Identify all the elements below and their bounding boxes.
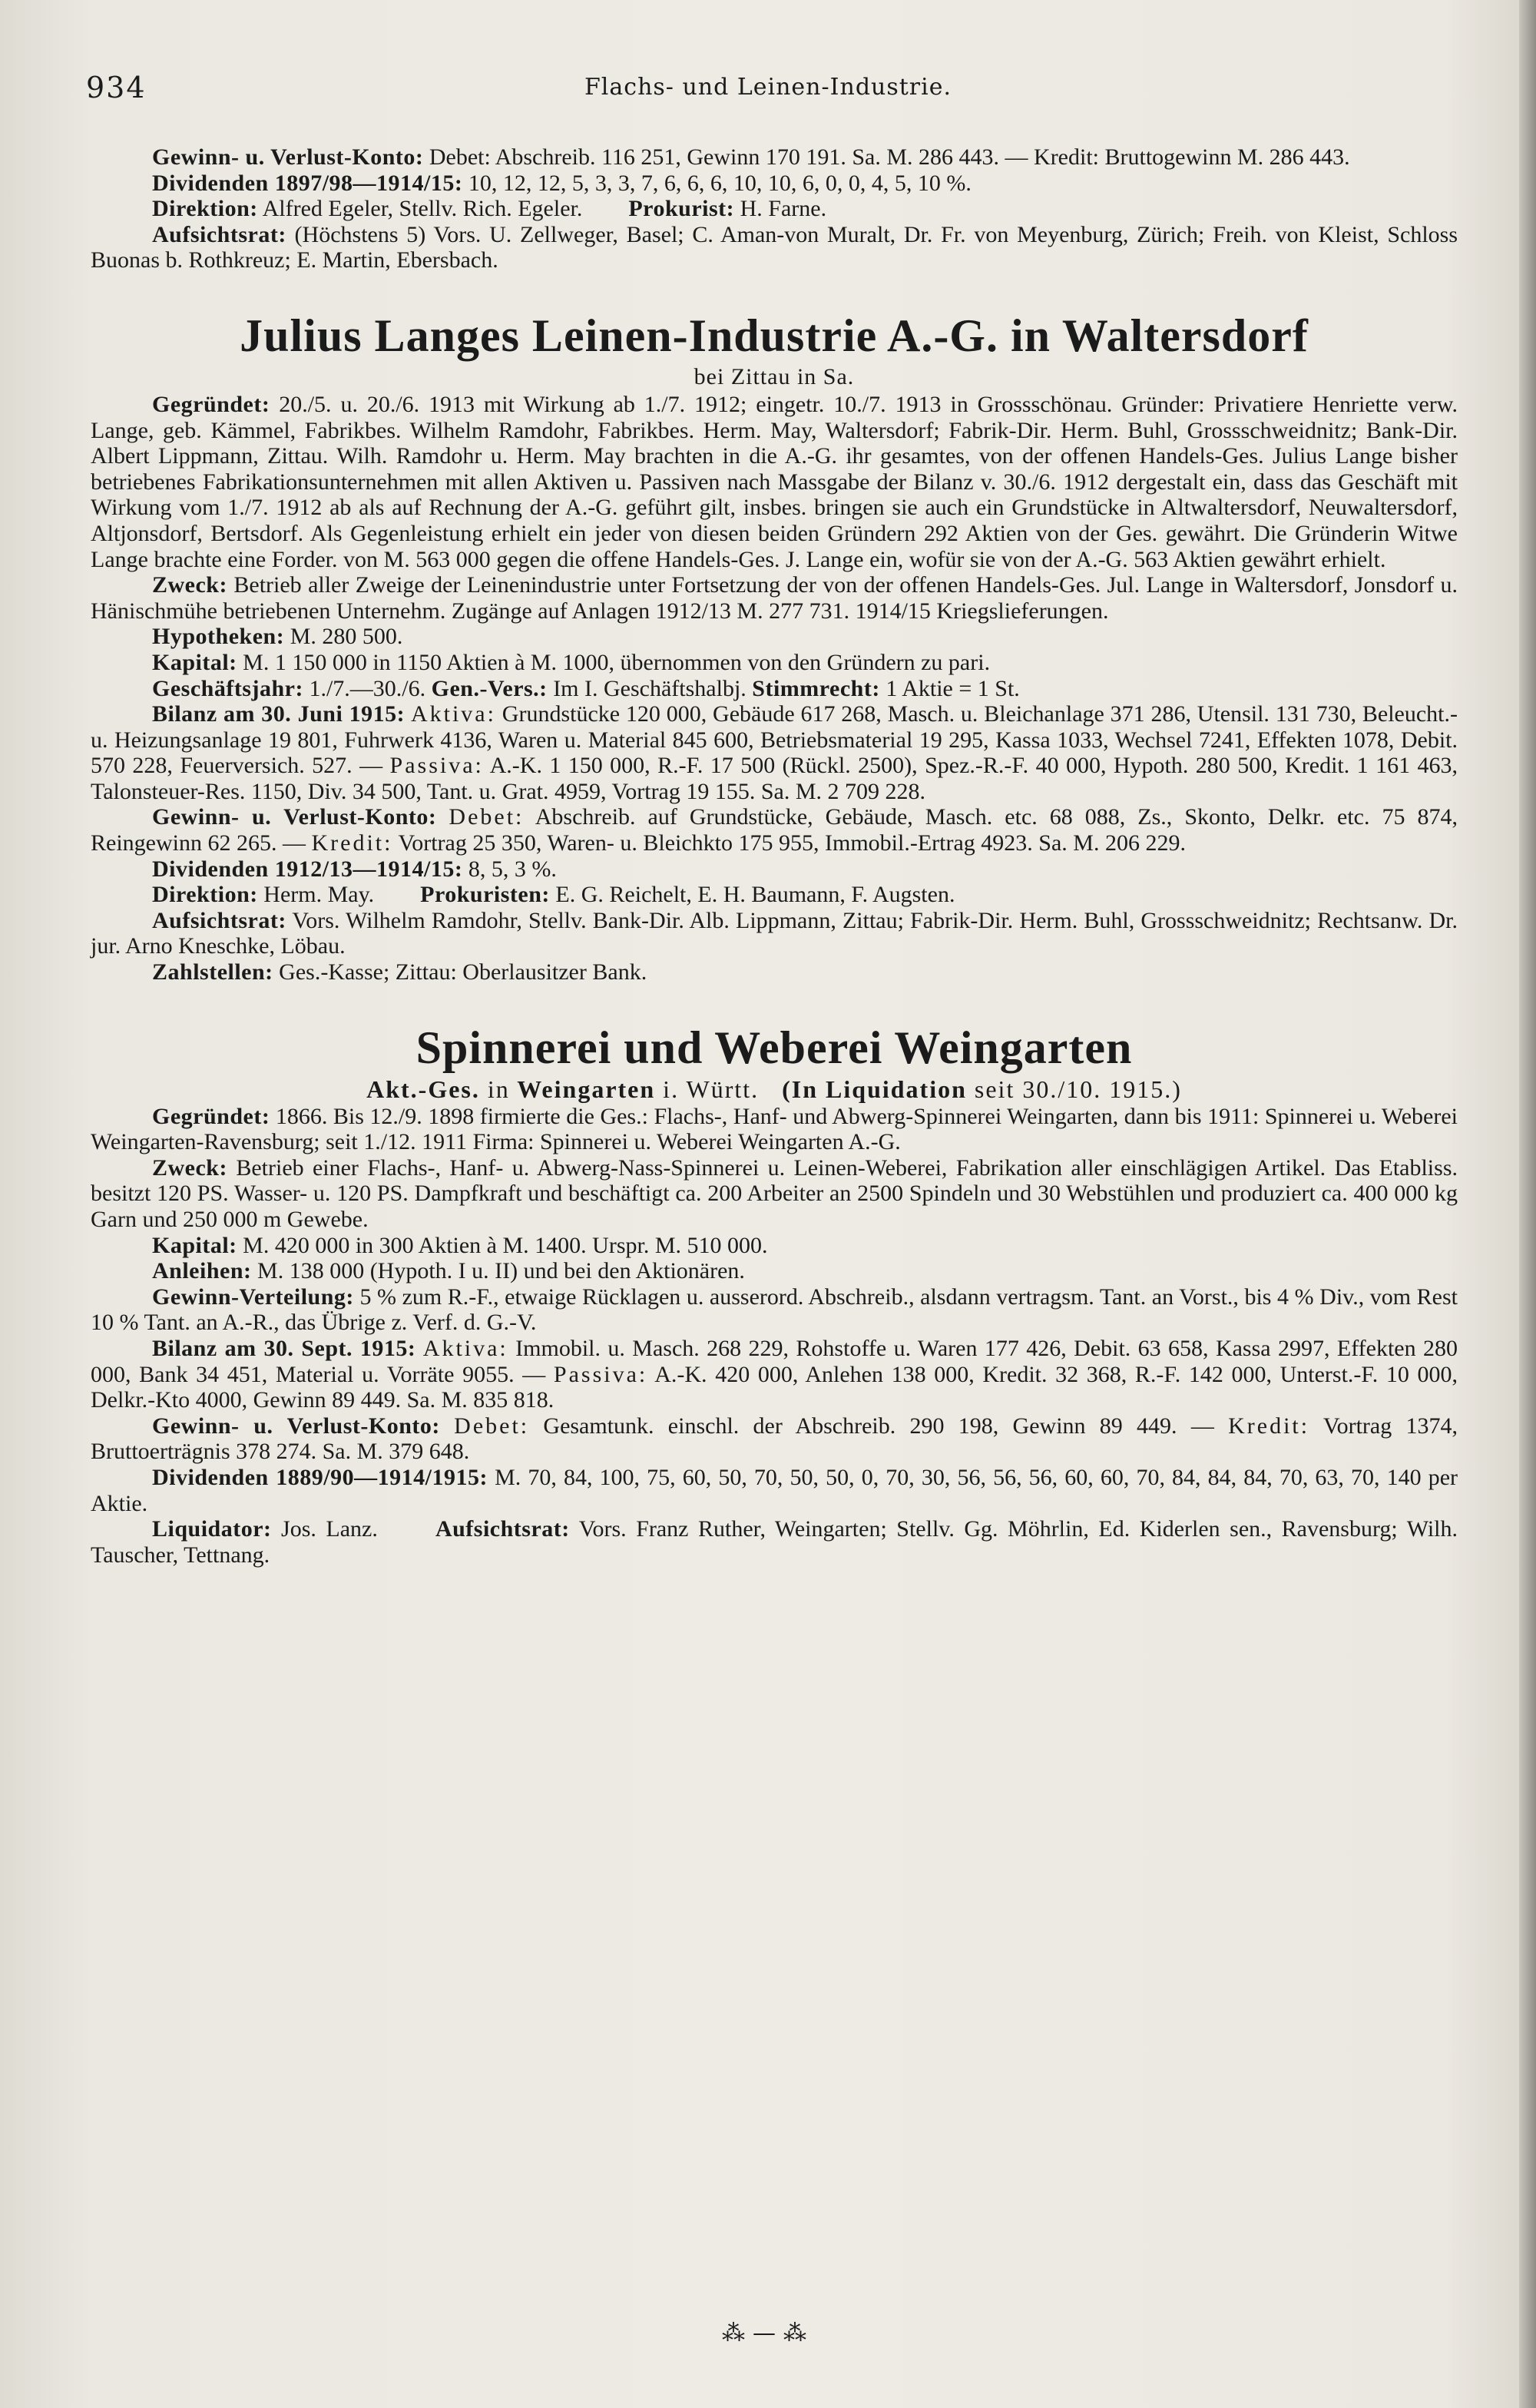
top-prokurist-text: H. Farne. — [740, 196, 827, 222]
company2-kapital-paragraph — [91, 1233, 1458, 1259]
company1-genvers-label: Gen.-Vers.: — [431, 675, 548, 701]
company1-zweck-paragraph — [91, 572, 1458, 624]
company1-gewinn-label: Gewinn- u. Verlust-Konto: — [152, 804, 437, 830]
company2-bilanz-paragraph — [91, 1336, 1458, 1413]
company1-geschaeftsjahr-label: Geschäftsjahr: — [152, 675, 303, 701]
company1-geschaeftsjahr-text: 1./7.—30./6. — [309, 675, 426, 701]
company2-title: Spinnerei und Weberei Weingarten — [415, 1022, 1133, 1073]
company2-kapital-label: Kapital: — [152, 1232, 237, 1258]
company2-verteilung-text: 5 % zum R.-F., etwaige Rücklagen u. ausserord. Abschreib., alsdann vertragsm. Tant. an Vorst., bis 4 % Div., vom Rest 10 % Tant. an A.-R., das Übrige z. Verf. d. G.-V. — [91, 1283, 1458, 1336]
company2-subtitle-place: Weingarten — [517, 1075, 656, 1103]
company2-subtitle-liquidation: (In Liquidation — [782, 1075, 967, 1103]
top-aufsichtsrat-label: Aufsichtsrat: — [152, 221, 286, 247]
top-direktion-text: Alfred Egeler, Stellv. Rich. Egeler. — [262, 196, 583, 222]
company1-hypotheken-text: M. 280 500. — [290, 624, 403, 650]
company2-anleihen-label: Anleihen: — [152, 1258, 252, 1284]
company2-gewinn-label: Gewinn- u. Verlust-Konto: — [152, 1413, 440, 1439]
page-header — [86, 71, 1450, 117]
company2-dividenden-paragraph — [91, 1465, 1458, 1516]
company1-zahlstellen-label: Zahlstellen: — [152, 959, 273, 985]
company2-kapital-text: M. 420 000 in 300 Aktien à M. 1400. Urspr. M. 510 000. — [243, 1232, 768, 1258]
company1-gewinn-paragraph — [91, 804, 1458, 856]
page-number: 934 — [86, 71, 147, 104]
company2-subtitle-liq-date: seit 30./10. 1915.) — [974, 1075, 1182, 1103]
company1-hypotheken-label: Hypotheken: — [152, 624, 285, 650]
company1-bilanz-label: Bilanz am 30. Juni 1915: — [152, 701, 406, 727]
company1-kapital-label: Kapital: — [152, 649, 237, 675]
company1-prokuristen-text: E. G. Reichelt, E. H. Baumann, F. Augsten. — [555, 882, 955, 908]
company2-dividenden-label: Dividenden 1889/90—1914/1915: — [152, 1464, 488, 1490]
top-gewinn-text: Debet: Abschreib. 116 251, Gewinn 170 191. Sa. M. 286 443. — Kredit: Bruttogewinn M. 286 443. — [429, 144, 1350, 170]
company2-subtitle-akt: Akt.-Ges. — [366, 1075, 480, 1103]
company1-genvers-text: Im I. Geschäftshalbj. — [553, 675, 746, 701]
company2-aktiva-text: Immobil. u. Masch. 268 229, Rohstoffe u. Waren 177 426, Debit. 63 658, Kassa 2997, Effekten 280 000, Bank 34 451, Material u. Vorräte 9055. — — [91, 1335, 1458, 1387]
company1-aufsichtsrat-text: Vors. Wilhelm Ramdohr, Stellv. Bank-Dir. Alb. Lippmann, Zittau; Fabrik-Dir. Herm. Buhl, Grossschweidnitz; Rechtsanw. Dr. jur. Arno Kneschke, Löbau. — [91, 907, 1458, 959]
company2-gegruendet-paragraph — [91, 1104, 1458, 1155]
company1-prokuristen-label: Prokuristen: — [420, 882, 550, 908]
company1-dividenden-text: 8, 5, 3 %. — [468, 856, 557, 882]
company1-title: Julius Langes Leinen-Industrie A.-G. in Waltersdorf — [240, 310, 1309, 361]
company2-verteilung-paragraph — [91, 1284, 1458, 1336]
company2-verteilung-label: Gewinn-Verteilung: — [152, 1283, 354, 1310]
company1-passiva-text: A.-K. 1 150 000, R.-F. 17 500 (Rückl. 2500), Spez.-R.-F. 40 000, Hypoth. 280 500, Kredit. 1 161 463, Talonsteuer-Res. 1150, Div. 34 500, Tant. u. Grat. 4959, Vortrag 19 155. Sa. M. 2 709 228. — [91, 753, 1458, 804]
company2-aufsichtsrat-text: Vors. Franz Ruther, Weingarten; Stellv. Gg. Möhrlin, Ed. Kiderlen sen., Ravensburg; Wilh. Tauscher, Tettnang. — [91, 1516, 1458, 1568]
company1-zweck-text: Betrieb aller Zweige der Leinenindustrie unter Fortsetzung der von der offenen Handels-Ges. Jul. Lange in Waltersdorf, Jonsdorf u. Hänischmühe betriebenen Unternehm. Zugänge auf Anlagen 1912/13 M. 277 731. 1914/15 Kriegslieferungen. — [91, 572, 1458, 624]
company1-kredit-text: Vortrag 25 350, Waren- u. Bleichkto 175 955, Immobil.-Ertrag 4923. Sa. M. 206 229. — [398, 830, 1186, 856]
top-dividenden-paragraph — [91, 171, 1458, 197]
top-dividenden-label: Dividenden 1897/98—1914/15: — [152, 170, 463, 196]
company2-zweck-paragraph — [91, 1155, 1458, 1233]
company1-aufsichtsrat-paragraph — [91, 908, 1458, 959]
company2-gegruendet-label: Gegründet: — [152, 1103, 270, 1129]
company2-aktiva-label: Aktiva: — [422, 1335, 508, 1361]
company1-stimmrecht-text: 1 Aktie = 1 St. — [886, 675, 1020, 701]
company1-debet-text: Abschreib. auf Grundstücke, Gebäude, Masch. etc. 68 088, Zs., Skonto, Delkr. etc. 75 874, Reingewinn 62 265. — — [91, 804, 1458, 856]
company2-kredit-label: Kredit: — [1228, 1413, 1310, 1439]
company1-dividenden-label: Dividenden 1912/13—1914/15: — [152, 856, 463, 882]
company2-subtitle-in: in — [487, 1075, 510, 1103]
company1-direktion-paragraph — [91, 882, 1458, 908]
company2-subtitle-region: i. Württ. — [663, 1075, 760, 1103]
top-prokurist-label: Prokurist: — [628, 196, 735, 222]
company1-hypotheken-paragraph — [91, 624, 1458, 650]
company2-debet-label: Debet: — [454, 1413, 530, 1439]
company2-debet-text: Gesamtunk. einschl. der Abschreib. 290 198, Gewinn 89 449. — — [543, 1413, 1214, 1439]
company1-debet-label: Debet: — [449, 804, 525, 830]
page-edge-shadow — [1519, 0, 1536, 2408]
top-dividenden-text: 10, 12, 12, 5, 3, 3, 7, 6, 6, 6, 10, 10, 6, 0, 0, 4, 5, 10 %. — [468, 170, 972, 196]
company1-dividenden-paragraph — [91, 856, 1458, 883]
company2-liquidator-text: Jos. Lanz. — [281, 1516, 378, 1542]
company1-bilanz-paragraph — [91, 701, 1458, 804]
page-body — [91, 144, 1458, 1568]
company2-bilanz-label: Bilanz am 30. Sept. 1915: — [152, 1335, 416, 1361]
company2-gegruendet-text: 1866. Bis 12./9. 1898 firmierte die Ges.: Flachs-, Hanf- und Abwerg-Spinnerei Weingarten, dann bis 1911: Spinnerei u. Weberei Weingarten-Ravensburg; seit 1./12. 1911 Firma: Spinnerei u. Weberei Weingarten A.-G. — [91, 1103, 1458, 1155]
top-gewinn-label: Gewinn- u. Verlust-Konto: — [152, 144, 424, 170]
company2-liquidator-label: Liquidator: — [152, 1516, 272, 1542]
company2-kredit-text: Vortrag 1374, Bruttoerträgnis 378 274. Sa. M. 379 648. — [91, 1413, 1458, 1465]
company2-passiva-text: A.-K. 420 000, Anlehen 138 000, Kredit. 32 368, R.-F. 142 000, Unterst.-F. 10 000, Delkr.-Kto 4000, Gewinn 89 449. Sa. M. 835 818. — [91, 1361, 1458, 1413]
top-aufsichtsrat-text: (Höchstens 5) Vors. U. Zellweger, Basel; C. Aman-von Muralt, Dr. Fr. von Meyenburg, Zürich; Freih. von Kleist, Schloss Buonas b. Rothkreuz; E. Martin, Ebersbach. — [91, 221, 1458, 273]
top-aufsichtsrat-paragraph — [91, 222, 1458, 273]
top-direktion-paragraph — [91, 196, 1458, 222]
company1-gegruendet-paragraph — [91, 392, 1458, 572]
company1-direktion-label: Direktion: — [152, 882, 258, 908]
company1-gegruendet-label: Gegründet: — [152, 391, 270, 417]
company2-anleihen-paragraph — [91, 1258, 1458, 1284]
company2-anleihen-text: M. 138 000 (Hypoth. I u. II) und bei den Aktionären. — [257, 1258, 745, 1284]
company1-passiva-label: Passiva: — [389, 753, 484, 779]
top-direktion-label: Direktion: — [152, 196, 258, 222]
company1-aktiva-text: Grundstücke 120 000, Gebäude 617 268, Masch. u. Bleichanlage 371 286, Utensil. 131 730, Beleucht.- u. Heizungsanlage 19 801, Fuhrwerk 4136, Waren u. Material 845 600, Betriebsmaterial 19 295, Kassa 1033, Wechsel 7241, Effekten 1078, Debit. 570 228, Feuerversich. 527. — — [91, 701, 1458, 779]
company2-passiva-label: Passiva: — [553, 1361, 648, 1387]
company1-gegruendet-text: 20./5. u. 20./6. 1913 mit Wirkung ab 1./7. 1912; eingetr. 10./7. 1913 in Grossschönau. Gründer: Privatiere Henriette verw. Lange, geb. Kämmel, Fabrikbes. Wilhelm Ramdohr, Fabrikbes. Herm. May, Waltersdorf; Fabrik-Dir. Herm. Buhl, Grossschweidnitz; Bank-Dir. Albert Lippmann, Zittau. Wilh. Ramdohr u. Herm. May brachten in die A.-G. ihr gesamtes, von der offenen Handels-Ges. Julius Lange bisher betriebenes Fabrikationsunternehmen mit allen Aktiven u. Passiven nach Massgabe der Bilanz v. 30./6. 1912 dergestalt ein, dass das Geschäft mit Wirkung vom 1./7. 1912 ab als auf Rechnung der A.-G. geführt gilt, insbes. bringen sie auch ein Grundstücke in Altwaltersdorf, Neuwaltersdorf, Altjonsdorf, Bertsdorf. Als Gegenleistung erhielt ein jeder von diesen beiden Gründern 292 Aktien von der Ges. gewährt. Die Gründerin Witwe Lange brachte eine Forder. von M. 563 000 gegen die offene Handels-Ges. J. Lange ein, wofür sie von der A.-G. 563 Aktien gewährt erhielt. — [91, 391, 1458, 572]
company1-direktion-text: Herm. May. — [263, 882, 375, 908]
company2-zweck-text: Betrieb einer Flachs-, Hanf- u. Abwerg-Nass-Spinnerei u. Leinen-Weberei, Fabrikation aller einschlägigen Artikel. Das Etabliss. besitzt 120 PS. Wasser- u. 120 PS. Dampfkraft und beschäftigt ca. 200 Arbeiter an 2500 Spindeln und 30 Webstühlen und produziert ca. 400 000 kg Garn und 250 000 m Gewebe. — [91, 1154, 1458, 1232]
company2-dividenden-text: M. 70, 84, 100, 75, 60, 50, 70, 50, 50, 0, 70, 30, 56, 56, 56, 60, 60, 70, 84, 84, 84, 70, 63, 70, 140 per Aktie. — [91, 1464, 1458, 1516]
company1-kapital-paragraph — [91, 650, 1458, 676]
company2-gewinn-paragraph — [91, 1413, 1458, 1465]
company1-kapital-text: M. 1 150 000 in 1150 Aktien à M. 1000, übernommen von den Gründern zu pari. — [243, 649, 991, 675]
closing-ornament: ⁂—⁂ — [722, 2320, 814, 2347]
company1-stimmrecht-label: Stimmrecht: — [752, 675, 880, 701]
company1-kredit-label: Kredit: — [311, 830, 393, 856]
company1-zweck-label: Zweck: — [152, 572, 227, 598]
company2-subtitle — [91, 1076, 1458, 1102]
company1-geschaeftsjahr-paragraph — [91, 676, 1458, 702]
company1-zahlstellen-paragraph — [91, 959, 1458, 985]
company2-liquidator-paragraph — [91, 1516, 1458, 1568]
company1-zahlstellen-text: Ges.-Kasse; Zittau: Oberlausitzer Bank. — [279, 959, 647, 985]
company2-zweck-label: Zweck: — [152, 1154, 227, 1181]
company1-aufsichtsrat-label: Aufsichtsrat: — [152, 907, 286, 933]
top-gewinn-paragraph — [91, 144, 1458, 171]
company1-aktiva-label: Aktiva: — [410, 701, 496, 727]
company2-aufsichtsrat-label: Aufsichtsrat: — [435, 1516, 570, 1542]
company1-subtitle: bei Zittau in Sa. — [694, 363, 855, 389]
running-head: Flachs- und Leinen-Industrie. — [584, 74, 952, 101]
